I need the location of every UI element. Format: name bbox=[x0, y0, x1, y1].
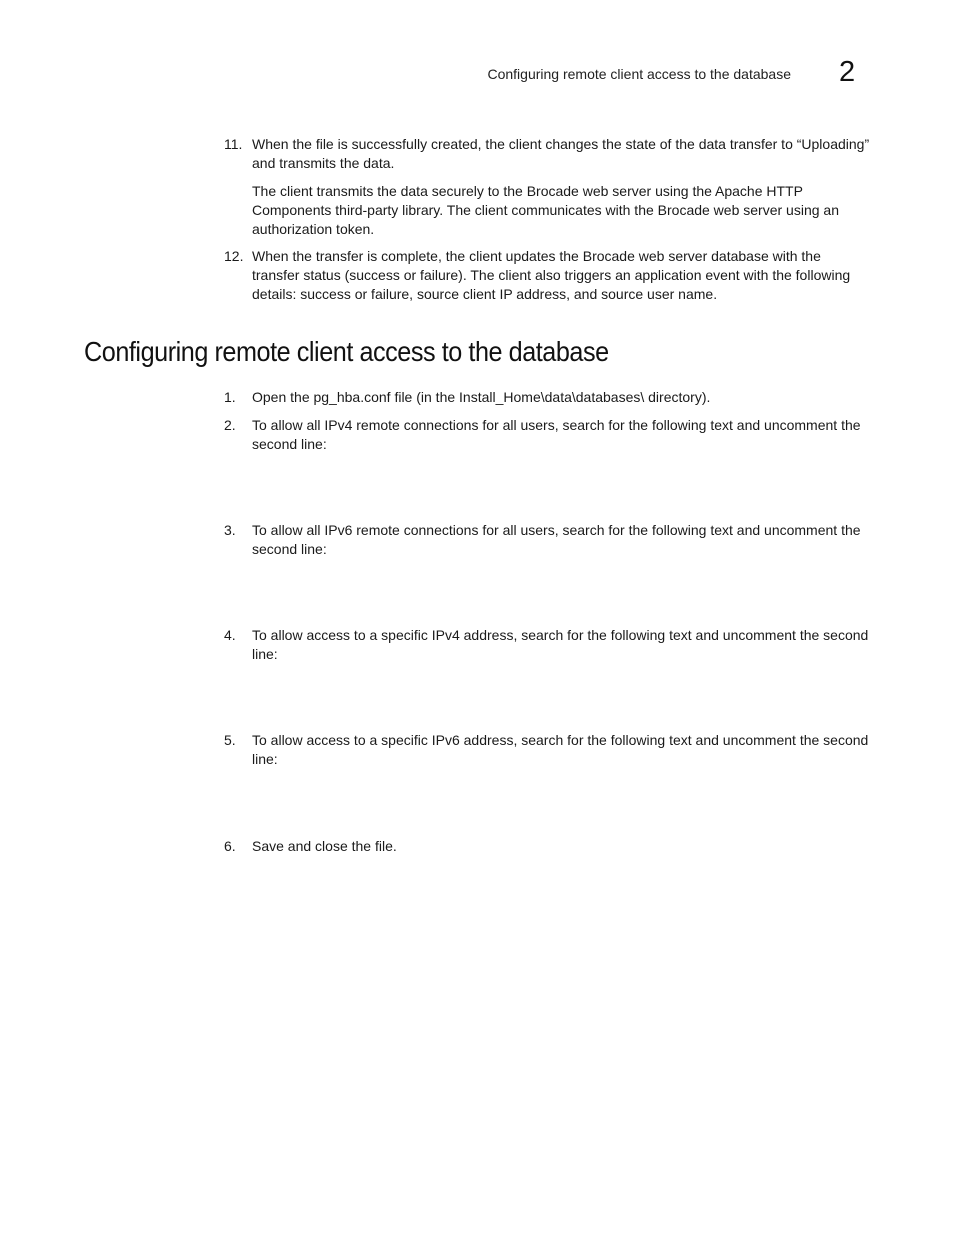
step-number: 2. bbox=[224, 417, 236, 433]
step-number: 5. bbox=[224, 732, 236, 748]
step-text: To allow all IPv6 remote connections for all users, search for the following text and uncomment the second line: bbox=[252, 522, 861, 557]
running-header-title: Configuring remote client access to the database bbox=[487, 66, 791, 82]
step-text: Open the pg_hba.conf file (in the Install_Home\data\databases\ directory). bbox=[252, 389, 711, 405]
section-heading: Configuring remote client access to the database bbox=[84, 336, 609, 367]
step-text: When the file is successfully created, the client changes the state of the data transfer to “Uploading” and transmits the data. bbox=[252, 136, 870, 171]
step-note: The client transmits the data securely to the Brocade web server using the Apache HTTP Components third-party library. The client communicates with the Brocade web server using an authorization token. bbox=[252, 183, 839, 237]
step-number: 3. bbox=[224, 522, 236, 538]
step-number: 1. bbox=[224, 389, 236, 405]
step-text: To allow access to a specific IPv4 address, search for the following text and uncomment the second line: bbox=[252, 627, 869, 662]
step-number: 11. bbox=[224, 136, 243, 152]
step-text: To allow all IPv4 remote connections for all users, search for the following text and uncomment the second line: bbox=[252, 417, 861, 452]
step-number: 6. bbox=[224, 838, 236, 854]
chapter-number: 2 bbox=[839, 56, 856, 88]
step-number: 12. bbox=[224, 248, 244, 264]
step-text: To allow access to a specific IPv6 address, search for the following text and uncomment the second line: bbox=[252, 732, 869, 767]
running-header bbox=[0, 56, 954, 88]
step-text: When the transfer is complete, the client updates the Brocade web server database with the transfer status (success or failure). The client also triggers an application event with the following details: success or failure, source client IP address, and source user name. bbox=[252, 248, 851, 302]
step-number: 4. bbox=[224, 627, 236, 643]
step-text: Save and close the file. bbox=[252, 838, 397, 854]
